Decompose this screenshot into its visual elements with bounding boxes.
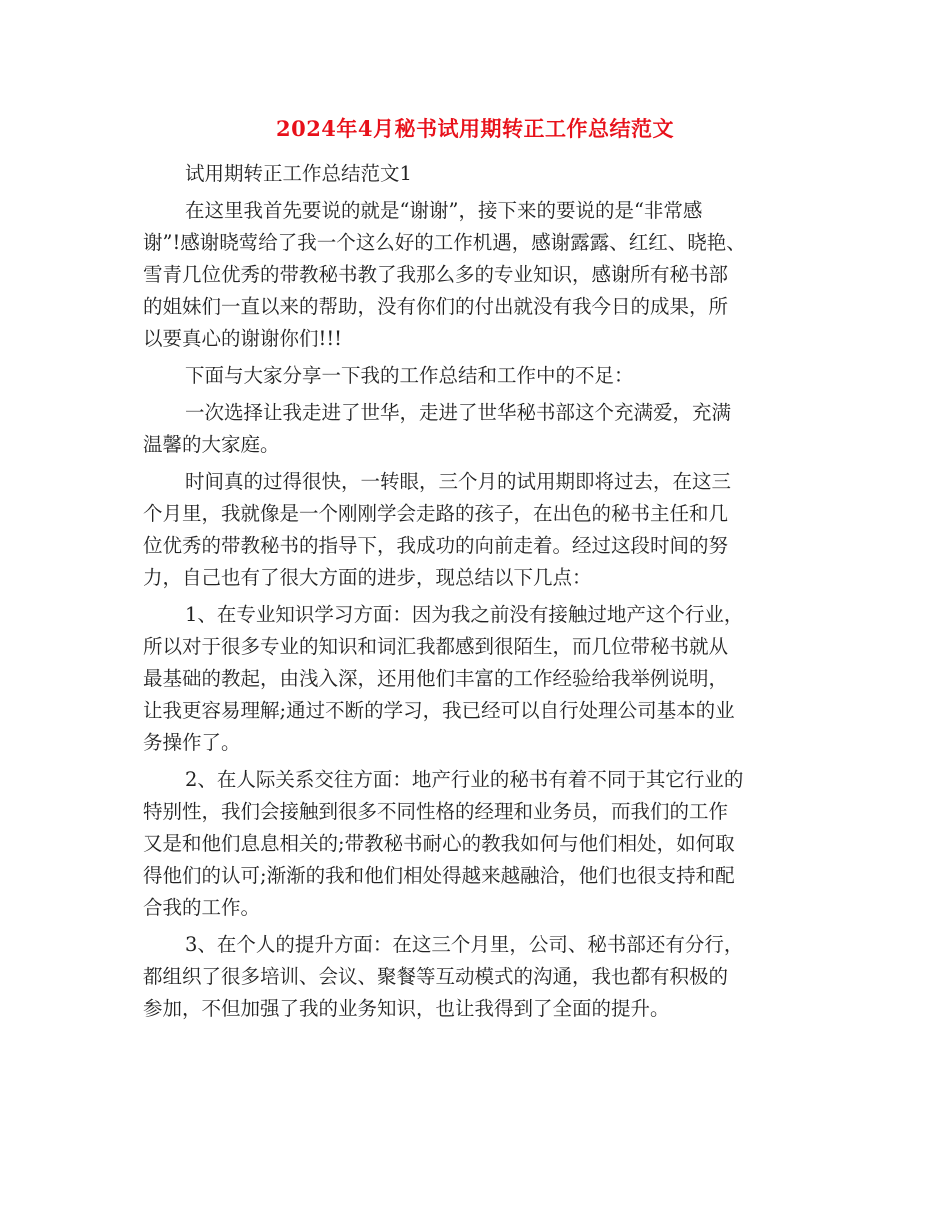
paragraph-point-1: [143, 599, 813, 759]
paragraph-line: 让我更容易理解;通过不断的学习，我已经可以自行处理公司基本的业: [143, 699, 735, 722]
paragraph-line: 所以对于很多专业的知识和词汇我都感到很陌生，而几位带秘书就从: [143, 635, 729, 658]
paragraph-line: 位优秀的带教秘书的指导下，我成功的向前走着。经过这段时间的努: [143, 534, 729, 557]
paragraph-line: 个月里，我就像是一个刚刚学会走路的孩子，在出色的秘书主任和几: [143, 502, 729, 525]
paragraph-line: 在这里我首先要说的就是“谢谢”，接下来的要说的是“非常感: [185, 199, 703, 222]
paragraph-line: 谢”!感谢晓莺给了我一个这么好的工作机遇，感谢露露、红红、晓艳、: [143, 231, 746, 254]
document-title: 2024年4月秘书试用期转正工作总结范文: [275, 116, 675, 141]
paragraph-intro: [143, 360, 813, 392]
paragraph-line: 合我的工作。: [143, 896, 261, 919]
paragraph-line: 得他们的认可;渐渐的我和他们相处得越来越融洽，他们也很支持和配: [143, 864, 735, 887]
paragraph-line: 试用期转正工作总结范文1: [185, 162, 412, 185]
paragraph-line: 雪青几位优秀的带教秘书教了我那么多的专业知识，感谢所有秘书部: [143, 263, 729, 286]
paragraph-line: 温馨的大家庭。: [143, 433, 280, 456]
paragraph-line: 的姐妹们一直以来的帮助，没有你们的付出就没有我今日的成果，所: [143, 295, 729, 318]
paragraph-subtitle: [143, 158, 813, 190]
paragraph-line: 特别性，我们会接触到很多不同性格的经理和业务员，而我们的工作: [143, 800, 729, 823]
paragraph-line: 务操作了。: [143, 731, 241, 754]
paragraph-line: 都组织了很多培训、会议、聚餐等互动模式的沟通，我也都有积极的: [143, 965, 729, 988]
paragraph-time: [143, 466, 813, 594]
paragraph-line: 3、在个人的提升方面：在这三个月里，公司、秘书部还有分行，: [185, 933, 744, 956]
paragraph-thanks: [143, 195, 813, 355]
paragraph-line: 最基础的教起，由浅入深，还用他们丰富的工作经验给我举例说明，: [143, 667, 729, 690]
paragraph-line: 参加，不但加强了我的业务知识，也让我得到了全面的提升。: [143, 997, 670, 1020]
paragraph-line: 2、在人际关系交往方面：地产行业的秘书有着不同于其它行业的: [185, 768, 744, 791]
paragraph-line: 一次选择让我走进了世华，走进了世华秘书部这个充满爱，充满: [185, 401, 732, 424]
paragraph-line: 以要真心的谢谢你们!!!: [143, 327, 343, 350]
paragraph-line: 时间真的过得很快，一转眼，三个月的试用期即将过去，在这三: [185, 470, 732, 493]
paragraph-line: 力，自己也有了很大方面的进步，现总结以下几点：: [143, 566, 592, 589]
paragraph-line: 下面与大家分享一下我的工作总结和工作中的不足：: [185, 364, 634, 387]
document-body: [143, 158, 813, 1030]
paragraph-line: 又是和他们息息相关的;带教秘书耐心的教我如何与他们相处，如何取: [143, 832, 735, 855]
paragraph-line: 1、在专业知识学习方面：因为我之前没有接触过地产这个行业，: [185, 603, 744, 626]
paragraph-point-3: [143, 929, 813, 1025]
paragraph-point-2: [143, 764, 813, 924]
paragraph-choice: [143, 397, 813, 461]
